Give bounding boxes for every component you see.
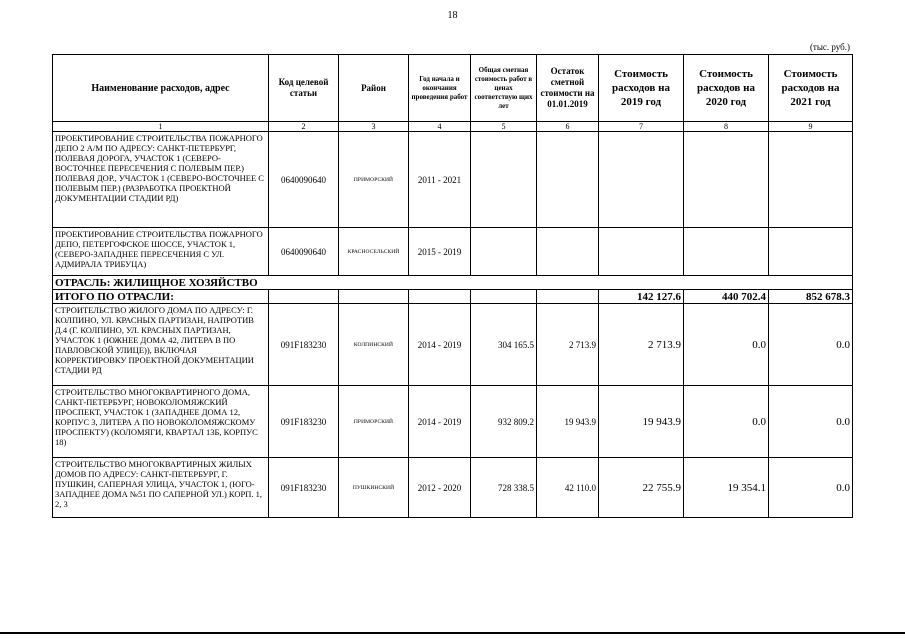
table-row — [53, 228, 853, 276]
row-total-cost — [471, 228, 537, 276]
empty-cell — [269, 290, 339, 304]
budget-table — [52, 54, 853, 518]
row-remaining: 2 713.9 — [537, 304, 599, 386]
row-cost-2021 — [769, 228, 853, 276]
row-cost-2020: 0.0 — [684, 386, 769, 458]
row-remaining: 19 943.9 — [537, 386, 599, 458]
table-row — [53, 458, 853, 518]
row-name: СТРОИТЕЛЬСТВО МНОГОКВАРТИРНЫХ ЖИЛЫХ ДОМОВ ПО АДРЕСУ: САНКТ-ПЕТЕРБУРГ, Г. ПУШКИН, САПЕРНАЯ УЛИЦА, УЧАСТОК 1, (ЮГО-ЗАПАДНЕЕ ДОМА №51 ПО САПЕРНОЙ УЛ.) КОРП. 1, 2, 3 — [53, 458, 269, 518]
row-cost-2019 — [599, 132, 684, 228]
row-code: 0640090640 — [269, 132, 339, 228]
header-cost-2021: Стоимость расходов на 2021 год — [769, 55, 853, 122]
column-number: 2 — [269, 122, 339, 132]
header-period: Год начала и окончания проведения работ — [409, 55, 471, 122]
row-period: 2011 - 2021 — [409, 132, 471, 228]
row-cost-2020: 19 354.1 — [684, 458, 769, 518]
units-label: (тыс. руб.) — [809, 42, 850, 52]
row-cost-2021: 0.0 — [769, 304, 853, 386]
row-period: 2012 - 2020 — [409, 458, 471, 518]
row-cost-2021: 0.0 — [769, 458, 853, 518]
empty-cell — [471, 290, 537, 304]
row-total-cost: 304 165.5 — [471, 304, 537, 386]
total-row — [53, 290, 853, 304]
row-remaining: 42 110.0 — [537, 458, 599, 518]
header-district: Район — [339, 55, 409, 122]
header-total-cost: Общая сметная стоимость работ в ценах соответствую щих лет — [471, 55, 537, 122]
column-number: 8 — [684, 122, 769, 132]
row-code: 091F183230 — [269, 386, 339, 458]
total-cost-2020: 440 702.4 — [684, 290, 769, 304]
row-total-cost: 932 809.2 — [471, 386, 537, 458]
row-cost-2020: 0.0 — [684, 304, 769, 386]
table-row — [53, 386, 853, 458]
row-district: ПУШКИНСКИЙ — [339, 458, 409, 518]
row-district: КРАСНОСЕЛЬСКИЙ — [339, 228, 409, 276]
row-total-cost: 728 338.5 — [471, 458, 537, 518]
row-code: 091F183230 — [269, 458, 339, 518]
header-code: Код целевой статьи — [269, 55, 339, 122]
section-title: ОТРАСЛЬ: ЖИЛИЩНОЕ ХОЗЯЙСТВО — [53, 276, 853, 290]
header-name: Наименование расходов, адрес — [53, 55, 269, 122]
row-cost-2019: 2 713.9 — [599, 304, 684, 386]
column-number: 5 — [471, 122, 537, 132]
row-cost-2021: 0.0 — [769, 386, 853, 458]
row-district: ПРИМОРСКИЙ — [339, 386, 409, 458]
row-period: 2015 - 2019 — [409, 228, 471, 276]
page-number: 18 — [447, 10, 458, 21]
total-cost-2019: 142 127.6 — [599, 290, 684, 304]
table-row — [53, 132, 853, 228]
row-period: 2014 - 2019 — [409, 386, 471, 458]
row-name: ПРОЕКТИРОВАНИЕ СТРОИТЕЛЬСТВА ПОЖАРНОГО ДЕПО, ПЕТЕРГОФСКОЕ ШОССЕ, УЧАСТОК 1, (СЕВЕРО-ЗАПАДНЕЕ ПЕРЕСЕЧЕНИЯ С УЛ. АДМИРАЛА ТРИБУЦА) — [53, 228, 269, 276]
table-row — [53, 304, 853, 386]
row-name: ПРОЕКТИРОВАНИЕ СТРОИТЕЛЬСТВА ПОЖАРНОГО ДЕПО 2 А/М ПО АДРЕСУ: САНКТ-ПЕТЕРБУРГ, ПОЛЕВАЯ ДОРОГА, УЧАСТОК 1 (СЕВЕРО-ВОСТОЧНЕЕ ПЕРЕСЕЧЕНИЯ С ПОЛЕВЫМ ПЕР.) ПОЛЕВАЯ ДОР., УЧАСТОК 1 (СЕВЕРО-ВОСТОЧНЕЕ С ПОЛЕВЫМ ПЕР.) (РАЗРАБОТКА ПРОЕКТНОЙ ДОКУМЕНТАЦИИ СТАДИИ РД) — [53, 132, 269, 228]
column-number: 6 — [537, 122, 599, 132]
row-district: ПРИМОРСКИЙ — [339, 132, 409, 228]
row-cost-2019: 19 943.9 — [599, 386, 684, 458]
row-total-cost — [471, 132, 537, 228]
row-code: 0640090640 — [269, 228, 339, 276]
column-number: 4 — [409, 122, 471, 132]
column-number: 7 — [599, 122, 684, 132]
row-cost-2020 — [684, 132, 769, 228]
header-remaining: Остаток сметной стоимости на 01.01.2019 — [537, 55, 599, 122]
column-number: 9 — [769, 122, 853, 132]
row-cost-2021 — [769, 132, 853, 228]
total-cost-2021: 852 678.3 — [769, 290, 853, 304]
header-row — [53, 55, 853, 122]
row-cost-2019 — [599, 228, 684, 276]
total-label: ИТОГО ПО ОТРАСЛИ: — [53, 290, 269, 304]
row-cost-2019: 22 755.9 — [599, 458, 684, 518]
empty-cell — [409, 290, 471, 304]
row-name: СТРОИТЕЛЬСТВО МНОГОКВАРТИРНОГО ДОМА, САНКТ-ПЕТЕРБУРГ, НОВОКОЛОМЯЖСКИЙ ПРОСПЕКТ, УЧАСТОК 1 (ЗАПАДНЕЕ ДОМА 12, КОРПУС 3, ЛИТЕРА А ПО НОВОКОЛОМЯЖСКОМУ ПРОСПЕКТУ) (КОЛОМЯГИ, КВАРТАЛ 13Б, КОРПУС 18) — [53, 386, 269, 458]
column-number-row — [53, 122, 853, 132]
column-number: 1 — [53, 122, 269, 132]
row-remaining — [537, 228, 599, 276]
page-bottom-border — [0, 632, 905, 634]
header-cost-2019: Стоимость расходов на 2019 год — [599, 55, 684, 122]
section-row — [53, 276, 853, 290]
empty-cell — [537, 290, 599, 304]
empty-cell — [339, 290, 409, 304]
row-code: 091F183230 — [269, 304, 339, 386]
header-cost-2020: Стоимость расходов на 2020 год — [684, 55, 769, 122]
row-cost-2020 — [684, 228, 769, 276]
row-district: КОЛПИНСКИЙ — [339, 304, 409, 386]
row-remaining — [537, 132, 599, 228]
row-name: СТРОИТЕЛЬСТВО ЖИЛОГО ДОМА ПО АДРЕСУ: Г. КОЛПИНО, УЛ. КРАСНЫХ ПАРТИЗАН, НАПРОТИВ Д.4 (Г. КОЛПИНО, УЛ. КРАСНЫХ ПАРТИЗАН, УЧАСТОК 1 (ЮЖНЕЕ ДОМА 42, ЛИТЕРА В ПО ПАВЛОВСКОЙ УЛИЦЕ)), ВКЛЮЧАЯ КОРРЕКТИРОВКУ ПРОЕКТНОЙ ДОКУМЕНТАЦИИ СТАДИИ РД — [53, 304, 269, 386]
column-number: 3 — [339, 122, 409, 132]
row-period: 2014 - 2019 — [409, 304, 471, 386]
